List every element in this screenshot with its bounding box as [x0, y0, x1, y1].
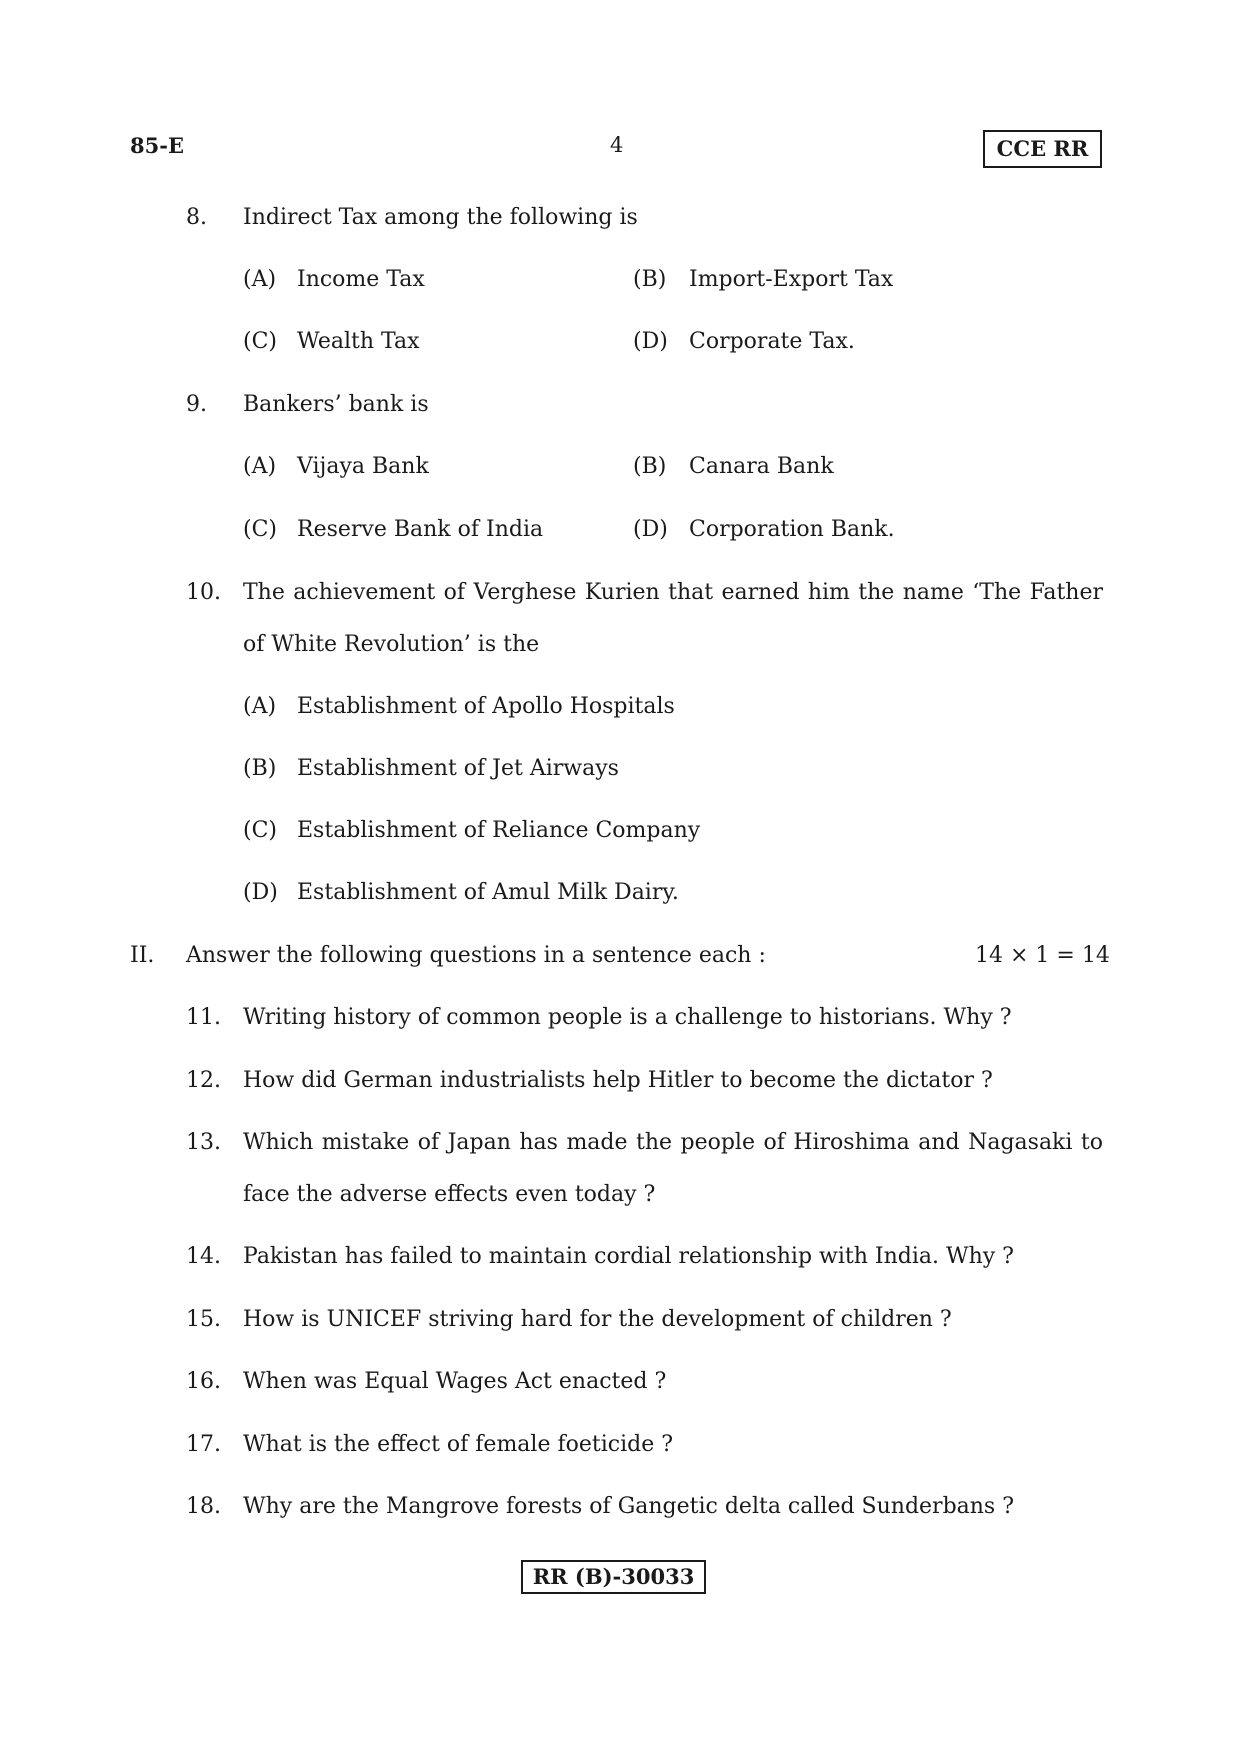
question-number: 9. — [186, 392, 207, 417]
footer-code-box: RR (B)-30033 — [521, 1560, 706, 1594]
option-text: Establishment of Jet Airways — [297, 756, 619, 781]
option-label: (B) — [633, 454, 667, 479]
option-text: Vijaya Bank — [297, 454, 429, 479]
question-number: 16. — [186, 1369, 221, 1394]
option-label: (C) — [243, 329, 277, 354]
question-text: What is the effect of female foeticide ? — [243, 1432, 673, 1457]
question-number: 8. — [186, 205, 207, 230]
option-text: Establishment of Apollo Hospitals — [297, 694, 675, 719]
question-text: Pakistan has failed to maintain cordial relationship with India. Why ? — [243, 1244, 1014, 1269]
option-label: (A) — [243, 454, 277, 479]
question-number: 18. — [186, 1494, 221, 1519]
question-text-continued: face the adverse effects even today ? — [243, 1182, 656, 1207]
question-number: 13. — [186, 1130, 221, 1155]
option-text: Reserve Bank of India — [297, 517, 544, 542]
question-text: How did German industrialists help Hitler to become the dictator ? — [243, 1068, 993, 1093]
option-text: Establishment of Amul Milk Dairy. — [297, 880, 679, 905]
section-instruction: Answer the following questions in a sentence each : — [186, 943, 766, 968]
question-number: 15. — [186, 1307, 221, 1332]
option-text: Canara Bank — [689, 454, 834, 479]
option-text: Income Tax — [297, 267, 425, 292]
option-text: Corporation Bank. — [689, 517, 895, 542]
question-text: Indirect Tax among the following is — [243, 205, 638, 230]
option-label: (D) — [633, 517, 668, 542]
option-label: (D) — [633, 329, 668, 354]
question-text: Which mistake of Japan has made the people of Hiroshima and Nagasaki to — [243, 1130, 1103, 1155]
question-number: 12. — [186, 1068, 221, 1093]
section-number: II. — [130, 943, 155, 968]
question-text: The achievement of Verghese Kurien that earned him the name ‘The Father — [243, 580, 1103, 605]
paper-code: 85-E — [130, 133, 184, 158]
question-text: When was Equal Wages Act enacted ? — [243, 1369, 667, 1394]
question-number: 10. — [186, 580, 221, 605]
question-number: 17. — [186, 1432, 221, 1457]
question-text: Why are the Mangrove forests of Gangetic delta called Sunderbans ? — [243, 1494, 1015, 1519]
option-label: (A) — [243, 694, 277, 719]
option-label: (B) — [243, 756, 277, 781]
option-text: Import-Export Tax — [689, 267, 894, 292]
option-text: Wealth Tax — [297, 329, 420, 354]
page-number: 4 — [610, 133, 624, 157]
question-text-continued: of White Revolution’ is the — [243, 632, 540, 657]
question-text: How is UNICEF striving hard for the development of children ? — [243, 1307, 952, 1332]
question-number: 11. — [186, 1005, 221, 1030]
option-label: (A) — [243, 267, 277, 292]
option-text: Establishment of Reliance Company — [297, 818, 701, 843]
option-label: (D) — [243, 880, 278, 905]
option-label: (C) — [243, 517, 277, 542]
question-text: Bankers’ bank is — [243, 392, 429, 417]
option-text: Corporate Tax. — [689, 329, 855, 354]
option-label: (B) — [633, 267, 667, 292]
question-number: 14. — [186, 1244, 221, 1269]
series-box: CCE RR — [983, 130, 1102, 168]
question-text: Writing history of common people is a challenge to historians. Why ? — [243, 1005, 1012, 1030]
option-label: (C) — [243, 818, 277, 843]
section-marks: 14 × 1 = 14 — [975, 943, 1110, 968]
